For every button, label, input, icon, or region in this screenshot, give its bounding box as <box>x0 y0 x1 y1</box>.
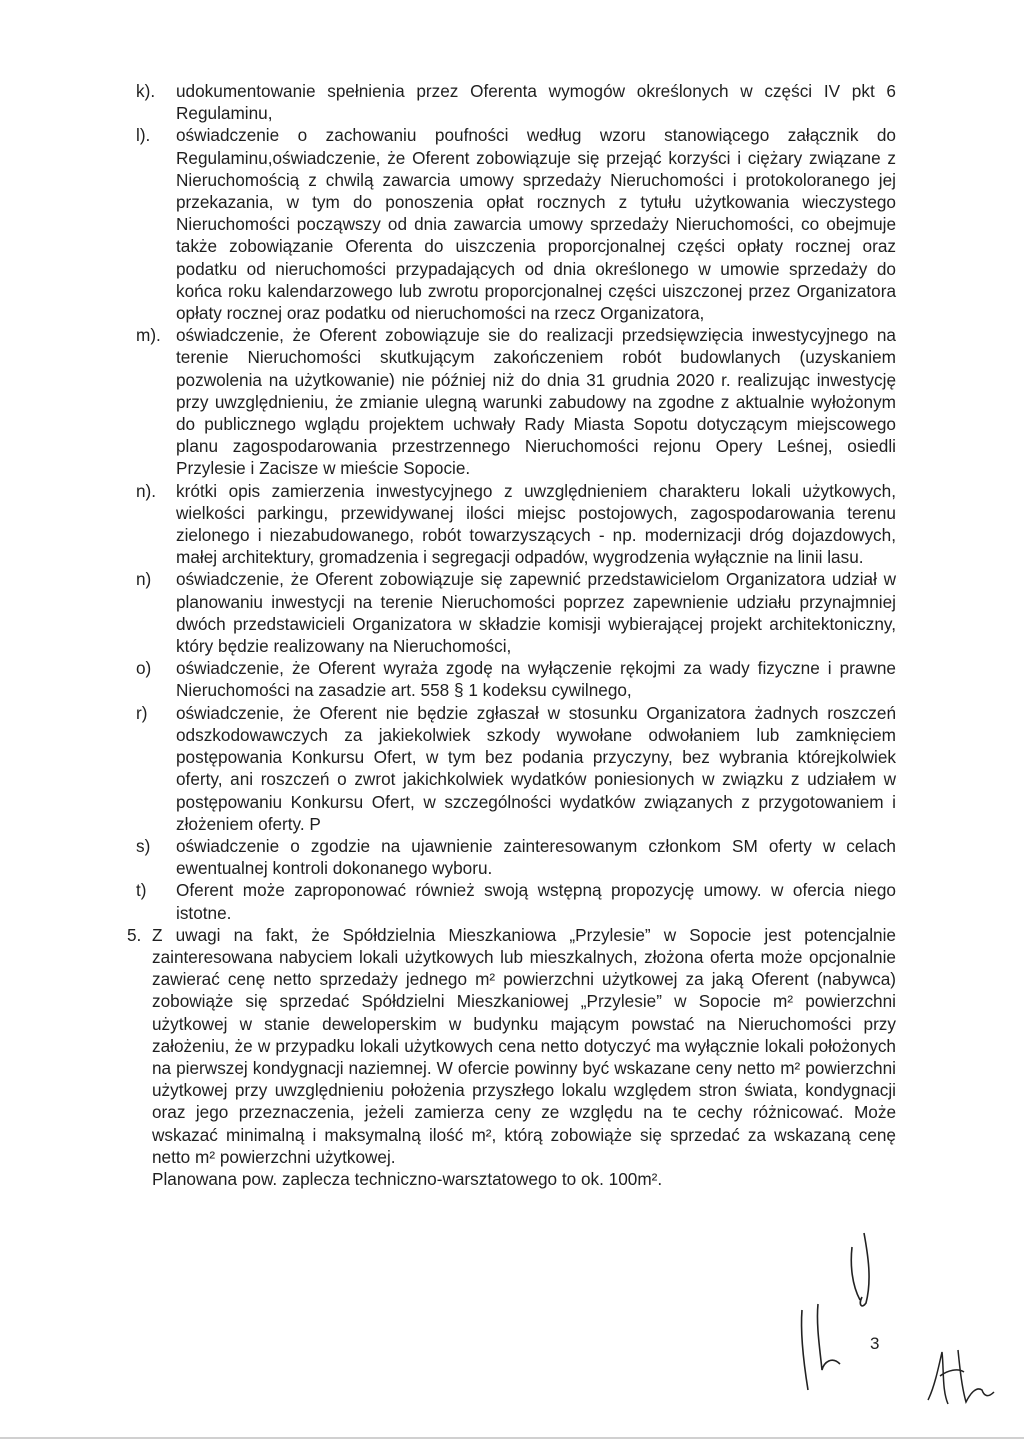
list-item-m <box>136 324 896 479</box>
list-item-label: l). <box>136 125 151 146</box>
list-item-label: k). <box>136 81 156 101</box>
list-item-label: t) <box>136 880 147 901</box>
document-body <box>0 80 1024 1190</box>
list-item-label: o) <box>136 658 152 679</box>
list-item-t <box>136 879 896 923</box>
list-item-text: oświadczenie o zachowaniu poufności według wzoru stanowiącego załącznik do Regulaminu,oświadczenie, że Oferent zobowiązuje się przejąć korzyści i ciężary związane z Nieruchomością z chwilą zawarcia umowy sprzedaży Nieruchomości i protokoloranego jej przekazania, w tym do ponoszenia opłat rocznych z tytułu użytkowania wieczystego Nieruchomości począwszy od dnia zawarcia umowy sprzedaży Nieruchomości, co obejmuje także zobowiązanie Oferenta do uiszczenia proporcjonalnej części opłaty rocznej oraz podatku od nieruchomości przypadających od dnia określonego w umowie sprzedaży do końca roku kalendarzowego lub zwrotu proporcjonalnej części uiszczonej przez Organizatora opłaty rocznej oraz podatku od nieruchomości na rzecz Organizatora, <box>176 125 896 324</box>
list-item-text: Oferent może zaproponować również swoją wstępną propozycję umowy. w ofercia niego istotne. <box>176 880 896 923</box>
list-item-text: oświadczenie, że Oferent wyraża zgodę na wyłączenie rękojmi za wady fizyczne i prawne Nieruchomości na zasadzie art. 558 § 1 kodeksu cywilnego, <box>176 658 896 701</box>
list-item-label: s) <box>136 835 151 856</box>
list-item-n-second <box>136 568 896 657</box>
list-item-text: oświadczenie, że Oferent nie będzie zgłaszał w stosunku Organizatora żadnych roszczeń odszkodowawczych za jakiekolwiek szkody wywołane odwołaniem lub zamknięciem postępowania Konkursu Ofert, w tym bez podania przyczyny, bez wybrania którejkolwiek oferty, ani roszczeń o zwrot jakichkolwiek wydatków poniesionych w związku z udziałem w postępowaniu Konkursu Ofert, w szczególności wydatków związanych z przygotowaniem i złożeniem oferty. P <box>176 702 896 834</box>
list-item-text: oświadczenie, że Oferent zobowiązuje sie do realizacji przedsięwzięcia inwestycyjnego na terenie Nieruchomości skutkującym zakończeniem robót budowlanych (uzyskaniem pozwolenia na użytkowanie) nie później niż do dnia 31 grudnia 2020 r. realizując inwestycję przy uwzględnieniu, że zmianie ulegną warunki zabudowy na zgodne z aktualnie wyłożonym do publicznego wglądu projektem uchwały Rady Miasta Sopotu dotyczącym miejscowego planu zagospodarowania przestrzennego Nieruchomości rejonu Opery Leśnej, osiedli Przylesie i Zacisze w mieście Sopocie. <box>176 325 896 479</box>
list-item-text: krótki opis zamierzenia inwestycyjnego z uwzględnieniem charakteru lokali użytkowych, wielkości parkingu, przewidywanej ilości miejsc postojowych, zagospodarowania terenu zielonego i niezabudowanego, robót towarzyszących - np. modernizacji dróg dojazdowych, małej architektury, gromadzenia i segregacji odpadów, wygrodzenia wyłącznie na linii lasu. <box>176 480 896 568</box>
point-5-note: Planowana pow. zaplecza techniczno-warsztatowego to ok. 100m². <box>152 1168 663 1189</box>
bottom-rule <box>0 1437 1024 1439</box>
signature-mark-left <box>788 1290 858 1400</box>
list-item-text: oświadczenie o zgodzie na ujawnienie zainteresowanym członkom SM oferty w celach ewentualnej kontroli dokonanego wyboru. <box>176 835 896 879</box>
list-item-r <box>136 702 896 835</box>
list-item-o <box>136 657 896 701</box>
point-5-label: 5. <box>127 924 142 945</box>
point-5-text: Z uwagi na fakt, że Spółdzielnia Mieszkaniowa „Przylesie” w Sopocie jest potencjalnie zainteresowana nabyciem lokali użytkowych lub mieszkalnych, złożona oferta może opcjonalnie zawierać cenę netto sprzedaży jednego m² powierzchni użytkowej za jaką Oferent (nabywca) zobowiąże się sprzedać Spółdzielni Mieszkaniowej „Przylesie” w Sopocie m² powierzchni użytkowej w stanie deweloperskim w budynku mającym powstać na Nieruchomości przy założeniu, że w przypadku lokali użytkowych cena netto dotyczyć ma wyłącznie lokali położonych na pierwszej kondygnacji naziemnej. W ofercie powinny być wskazane ceny netto m² powierzchni użytkowej przy uwzględnieniu położenia przyszłego lokalu względem stron świata, kondygnacji oraz jego przeznaczenia, jeżeli zamierza ceny ze względu na te cechy różnicować. Może wskazać minimalną i maksymalną ilość m², którą zobowiąże się sprzedać za wskazaną cenę netto m² powierzchni użytkowej. <box>152 924 896 1167</box>
list-item-k <box>136 80 896 124</box>
list-item-text: oświadczenie, że Oferent zobowiązuje się zapewnić przedstawicielom Organizatora udział w planowaniu inwestycji na terenie Nieruchomości poprzez zapewnienie udziału przynajmniej dwóch przedstawicieli Organizatora w składzie komisji wybierającej projekt architektoniczny, który będzie realizowany na Nieruchomości, <box>176 569 896 657</box>
list-item-label: m). <box>136 325 161 346</box>
list-item-s <box>136 835 896 879</box>
signature-initials <box>918 1330 998 1420</box>
list-item-label: r) <box>136 702 148 723</box>
list-item-label: n) <box>136 569 152 590</box>
point-5 <box>127 924 896 1168</box>
list-item-text: udokumentowanie spełnienia przez Oferenta wymogów określonych w części IV pkt 6 Regulaminu, <box>176 81 896 124</box>
list-item-n-first <box>136 480 896 569</box>
list-item-l <box>136 124 896 324</box>
page-number: 3 <box>870 1334 880 1353</box>
list-item-label: n). <box>136 480 157 501</box>
